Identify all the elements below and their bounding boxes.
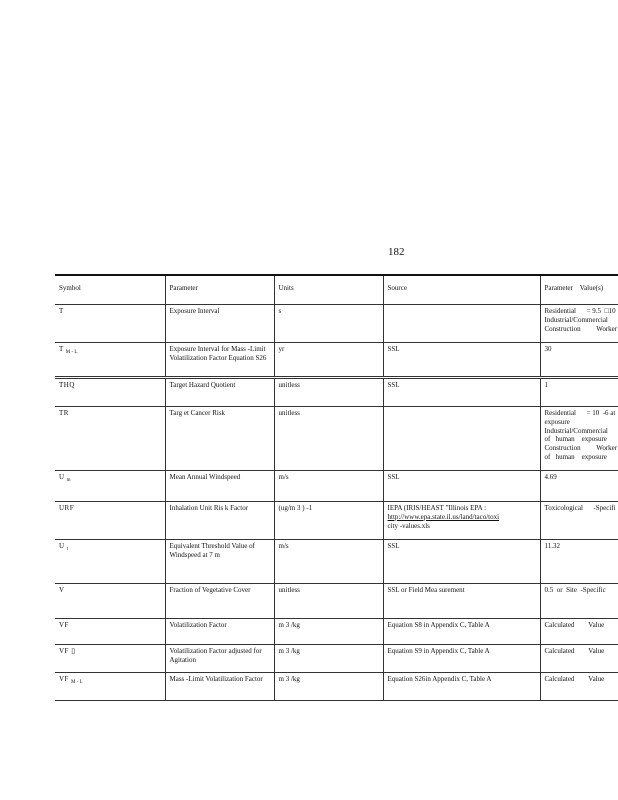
symbol-subscript: t (66, 547, 68, 552)
symbol-cell (55, 540, 165, 584)
source-text: Equation S9 in Appendix C, Table A (387, 647, 490, 655)
value-cell (540, 584, 618, 619)
symbol-cell (55, 305, 165, 343)
table-row (55, 584, 618, 619)
symbol-text: VF (59, 621, 69, 629)
table-row (55, 540, 618, 584)
value-line: Calculated Value (544, 647, 605, 655)
symbol-text: U (59, 473, 65, 481)
header-source: Source (383, 275, 540, 305)
table-row (55, 343, 618, 378)
source-cell (383, 471, 540, 502)
value-line: Calculated Value (544, 621, 605, 629)
table-row (55, 305, 618, 343)
value-line: of human exposure (544, 435, 607, 444)
source-text: SSL (387, 542, 400, 550)
value-line: Construction Worker (544, 444, 618, 452)
symbol-text: V (59, 586, 65, 594)
value-cell (540, 673, 618, 701)
page-number: 182 (388, 246, 405, 258)
value-line: Construction Worker (544, 324, 618, 333)
source-link-tail: city -values.xls (387, 521, 430, 530)
value-line: 1 (544, 381, 548, 389)
value-line: exposure (544, 417, 570, 426)
value-cell (540, 305, 618, 343)
value-line: Toxicological -Specifi (544, 504, 616, 512)
header-value: Parameter Value(s) (540, 275, 618, 305)
value-line: Calculated Value (544, 675, 605, 683)
symbol-text: T (59, 307, 64, 315)
value-cell (540, 502, 618, 540)
source-text: IEPA (IRIS/HEAST ”Illinois EPA : (387, 504, 487, 512)
parameter-cell: Fraction of Vegetative Cover (165, 584, 274, 619)
source-cell (383, 540, 540, 584)
symbol-text: URF (59, 504, 75, 512)
value-line: 30 (544, 345, 552, 353)
symbol-text: VF ▯ (59, 647, 76, 655)
parameter-cell: Targ et Cancer Risk (165, 407, 274, 471)
units-cell: unitless (274, 378, 383, 407)
value-line: Industrial/Commercial (544, 426, 608, 435)
units-cell: m/s (274, 540, 383, 584)
source-text: SSL (387, 381, 400, 389)
table-row (55, 619, 618, 645)
symbol-text: TR (59, 409, 69, 417)
source-cell (383, 619, 540, 645)
symbol-text: U (59, 542, 65, 550)
parameter-cell: Exposure Interval for Mass -Limit Volatilization Factor Equation S26 (165, 343, 274, 378)
symbol-cell (55, 471, 165, 502)
symbol-subscript: M - L (70, 680, 83, 685)
table-row (55, 673, 618, 701)
value-line: 0.5 or Site -Specific (544, 586, 606, 594)
source-cell (383, 502, 540, 540)
source-cell (383, 378, 540, 407)
value-line: Residential = 10 -6 at (544, 409, 616, 417)
symbol-cell (55, 584, 165, 619)
units-cell: m/s (274, 471, 383, 502)
value-cell (540, 378, 618, 407)
parameter-cell: Exposure Interval (165, 305, 274, 343)
value-cell (540, 343, 618, 378)
symbol-text: VF (59, 675, 69, 683)
source-text: SSL or Field Mea surement (387, 586, 465, 594)
source-text: Equation S8 in Appendix C, Table A (387, 621, 490, 629)
units-cell: m 3 /kg (274, 673, 383, 701)
units-cell: (ug/m 3 ) -1 (274, 502, 383, 540)
value-cell (540, 645, 618, 673)
header-units: Units (274, 275, 383, 305)
parameter-cell: Target Hazard Quotient (165, 378, 274, 407)
table-row (55, 502, 618, 540)
value-line: 4.69 (544, 473, 557, 481)
symbol-subscript: M - L (65, 350, 78, 355)
source-cell (383, 343, 540, 378)
symbol-subscript: m (66, 478, 71, 483)
source-cell (383, 584, 540, 619)
parameter-cell: Inhalation Unit Ris k Factor (165, 502, 274, 540)
parameter-cell: Volatilization Factor adjusted for Agitation (165, 645, 274, 673)
table-row (55, 645, 618, 673)
units-cell: unitless (274, 584, 383, 619)
symbol-text: THQ (59, 381, 75, 389)
symbol-cell (55, 407, 165, 471)
value-cell (540, 471, 618, 502)
source-text: Equation S26in Appendix C, Table A (387, 675, 492, 683)
units-cell: s (274, 305, 383, 343)
parameter-cell: Volatilization Factor (165, 619, 274, 645)
symbol-cell (55, 343, 165, 378)
header-symbol: Symbol (55, 275, 165, 305)
value-line: 11.32 (544, 542, 560, 550)
symbol-cell (55, 502, 165, 540)
symbol-cell (55, 619, 165, 645)
table-row (55, 407, 618, 471)
symbol-cell (55, 645, 165, 673)
source-cell (383, 305, 540, 343)
table-row (55, 378, 618, 407)
value-cell (540, 619, 618, 645)
parameter-cell: Mass -Limit Volatilization Factor (165, 673, 274, 701)
units-cell: yr (274, 343, 383, 378)
source-text: SSL (387, 345, 400, 353)
source-cell (383, 673, 540, 701)
symbol-cell (55, 673, 165, 701)
units-cell: unitless (274, 407, 383, 471)
parameters-table (55, 274, 618, 701)
source-cell (383, 645, 540, 673)
value-line: Industrial/Commercial (544, 315, 608, 324)
parameter-cell: Mean Annual Windspeed (165, 471, 274, 502)
symbol-cell (55, 378, 165, 407)
value-line: Residential = 9.5 □10 (544, 307, 616, 315)
header-row (55, 275, 618, 305)
header-parameter: Parameter (165, 275, 274, 305)
source-cell (383, 407, 540, 471)
units-cell: m 3 /kg (274, 619, 383, 645)
value-line: of human exposure (544, 452, 607, 461)
value-cell (540, 540, 618, 584)
value-cell (540, 407, 618, 471)
parameter-cell: Equivalent Threshold Value of Windspeed at 7 m (165, 540, 274, 584)
units-cell: m 3 /kg (274, 645, 383, 673)
table-row (55, 471, 618, 502)
source-text: SSL (387, 473, 400, 481)
symbol-text: T (59, 345, 64, 353)
source-link[interactable]: http://www.epa.state.il.us/land/taco/toxi (387, 512, 500, 521)
